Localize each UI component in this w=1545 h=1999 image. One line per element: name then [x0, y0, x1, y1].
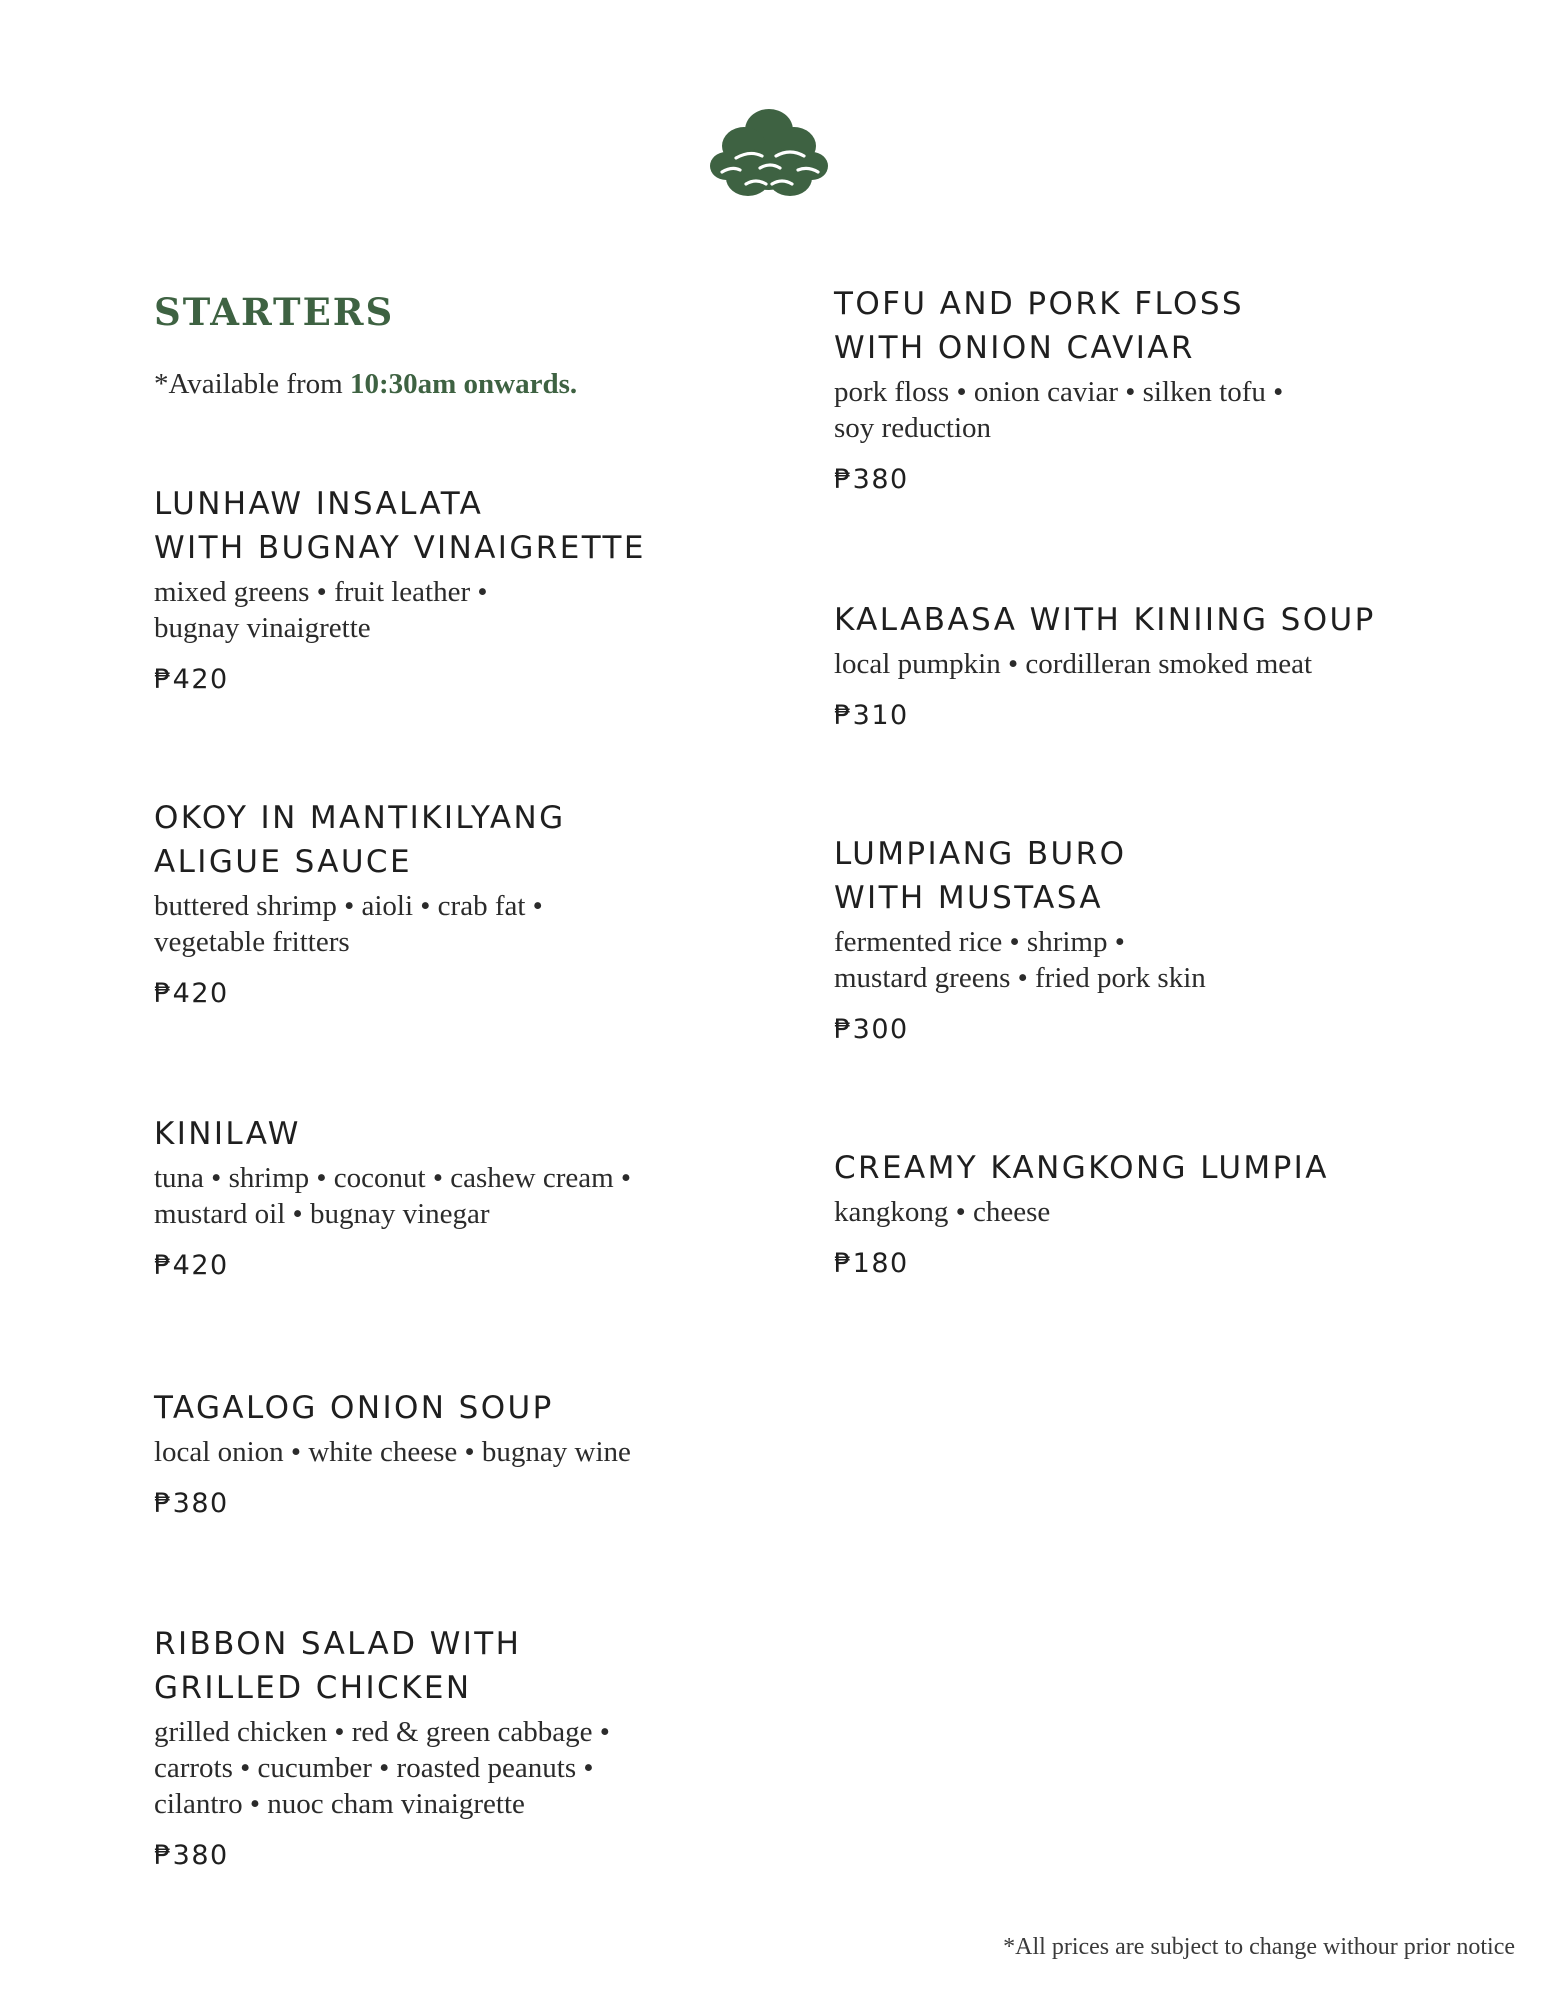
menu-item: [154, 796, 754, 1009]
item-price: ₱300: [834, 1014, 909, 1045]
item-description-line: carrots • cucumber • roasted peanuts •: [154, 1752, 594, 1784]
item-price: ₱380: [154, 1840, 229, 1871]
item-description-line: cilantro • nuoc cham vinaigrette: [154, 1788, 525, 1820]
menu-item: [834, 832, 1474, 1045]
item-name-line: KINILAW: [154, 1116, 301, 1152]
availability-note: [154, 368, 577, 401]
item-description-line: tuna • shrimp • coconut • cashew cream •: [154, 1162, 632, 1194]
menu-item: [834, 598, 1474, 731]
item-name-line: CREAMY KANGKONG LUMPIA: [834, 1150, 1329, 1186]
item-description-line: buttered shrimp • aioli • crab fat •: [154, 890, 543, 922]
item-name: [154, 1386, 754, 1430]
item-description-line: pork floss • onion caviar • silken tofu •: [834, 376, 1284, 408]
item-name: [834, 832, 1474, 920]
item-description-line: soy reduction: [834, 412, 992, 444]
item-description: [834, 924, 1474, 996]
item-description: [154, 574, 754, 646]
price-disclaimer: *All prices are subject to change withour prior notice: [1003, 1934, 1515, 1960]
item-price: ₱420: [154, 978, 229, 1009]
availability-prefix: *Available from: [154, 368, 350, 400]
item-name-line: LUMPIANG BURO: [834, 836, 1127, 872]
item-name-line: TOFU AND PORK FLOSS: [834, 286, 1245, 322]
item-description: [834, 374, 1474, 446]
item-name: [154, 1622, 754, 1710]
item-description-line: local pumpkin • cordilleran smoked meat: [834, 648, 1313, 680]
section-title: STARTERS: [154, 290, 395, 334]
item-description: [154, 1434, 754, 1470]
availability-time: 10:30am onwards.: [349, 368, 578, 400]
menu-item: [834, 1146, 1474, 1279]
menu-item: [834, 282, 1474, 495]
item-description-line: fermented rice • shrimp •: [834, 926, 1125, 958]
item-description-line: vegetable fritters: [154, 926, 350, 958]
item-description-line: grilled chicken • red & green cabbage •: [154, 1716, 610, 1748]
item-description-line: local onion • white cheese • bugnay wine: [154, 1436, 631, 1468]
item-name-line: TAGALOG ONION SOUP: [154, 1390, 554, 1426]
item-name: [834, 1146, 1474, 1190]
item-name-line: RIBBON SALAD WITH: [154, 1626, 522, 1662]
item-description: [834, 1194, 1474, 1230]
menu-item: [154, 482, 754, 695]
item-price: ₱180: [834, 1248, 909, 1279]
item-name-line: OKOY IN MANTIKILYANG: [154, 800, 566, 836]
item-description-line: mustard greens • fried pork skin: [834, 962, 1206, 994]
item-name-line: KALABASA WITH KINIING SOUP: [834, 602, 1376, 638]
item-price: ₱380: [834, 464, 909, 495]
item-price: ₱380: [154, 1488, 229, 1519]
item-name-line: LUNHAW INSALATA: [154, 486, 484, 522]
item-name-line: WITH BUGNAY VINAIGRETTE: [154, 530, 646, 566]
item-description-line: mixed greens • fruit leather •: [154, 576, 488, 608]
item-description: [834, 646, 1474, 682]
item-name: [154, 1112, 754, 1156]
item-description: [154, 1160, 754, 1232]
item-name-line: WITH ONION CAVIAR: [834, 330, 1195, 366]
item-description-line: kangkong • cheese: [834, 1196, 1051, 1228]
item-description-line: bugnay vinaigrette: [154, 612, 371, 644]
item-price: ₱310: [834, 700, 909, 731]
item-description: [154, 1714, 754, 1822]
item-name: [834, 598, 1474, 642]
item-price: ₱420: [154, 664, 229, 695]
item-price: ₱420: [154, 1250, 229, 1281]
item-name: [154, 796, 754, 884]
logo-icon: [710, 108, 828, 200]
item-description: [154, 888, 754, 960]
menu-item: [154, 1112, 754, 1281]
menu-item: [154, 1622, 754, 1871]
item-name-line: WITH MUSTASA: [834, 880, 1104, 916]
menu-item: [154, 1386, 754, 1519]
item-name: [154, 482, 754, 570]
item-name-line: ALIGUE SAUCE: [154, 844, 412, 880]
item-name: [834, 282, 1474, 370]
item-description-line: mustard oil • bugnay vinegar: [154, 1198, 490, 1230]
item-name-line: GRILLED CHICKEN: [154, 1670, 472, 1706]
